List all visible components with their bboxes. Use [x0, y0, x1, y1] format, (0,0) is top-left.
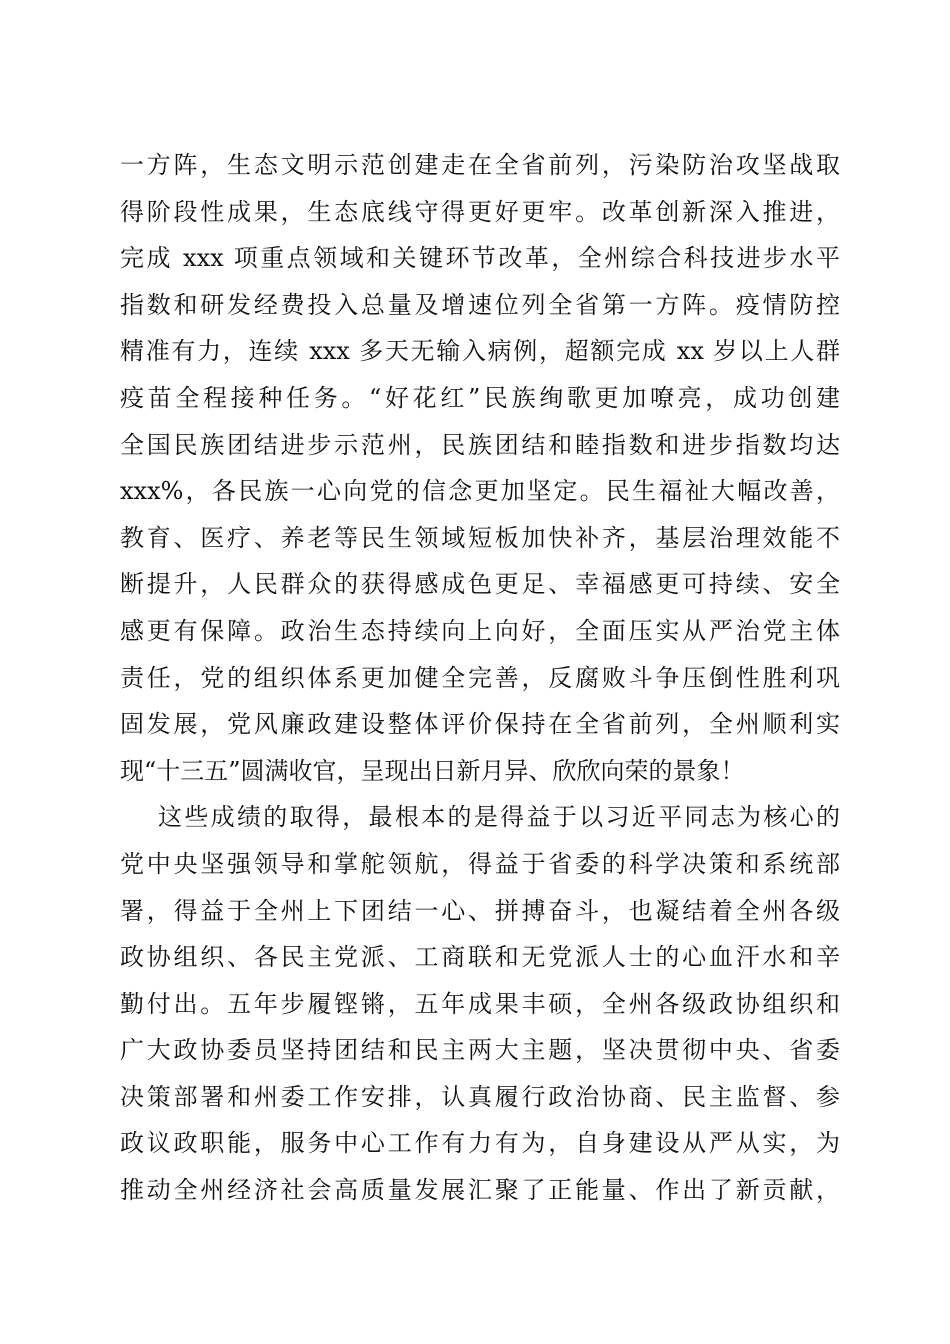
text-line: 疫苗全程接种任务。“好花红”民族绚歌更加嘹亮，成功创建 — [120, 383, 840, 412]
text-line: 党中央坚强领导和掌舵领航，得益于省委的科学决策和系统部 — [120, 849, 840, 878]
text-line: 精准有力，连续 xxx 多天无输入病例，超额完成 xx 岁以上人群 — [120, 337, 840, 366]
text-line: 署，得益于全州上下团结一心、拼搏奋斗，也凝结着全州各级 — [120, 896, 840, 925]
text-line: 得阶段性成果，生态底线守得更好更牢。改革创新深入推进， — [120, 197, 840, 226]
text-line: 一方阵，生态文明示范创建走在全省前列，污染防治攻坚战取 — [120, 151, 840, 179]
text-line: 断提升，人民群众的获得感成色更足、幸福感更可持续、安全 — [120, 570, 840, 599]
text-line: 完成 xxx 项重点领域和关键环节改革，全州综合科技进步水平 — [120, 244, 840, 273]
text-line: 教育、医疗、养老等民生领域短板加快补齐，基层治理效能不 — [120, 523, 840, 552]
text-line: 推动全州经济社会高质量发展汇聚了正能量、作出了新贡献， — [120, 1176, 840, 1205]
text-line: 决策部署和州委工作安排，认真履行政治协商、民主监督、参 — [120, 1082, 840, 1111]
text-line: 政协组织、各民主党派、工商联和无党派人士的心血汗水和辛 — [120, 943, 840, 972]
paragraph-2 — [120, 794, 840, 1213]
text-line: 勤付出。五年步履铿锵，五年成果丰硕，全州各级政协组织和 — [120, 989, 840, 1018]
text-line: xxx%，各民族一心向党的信念更加坚定。民生福祉大幅改善， — [120, 477, 840, 506]
text-line: 这些成绩的取得，最根本的是得益于以习近平同志为核心的 — [158, 803, 840, 832]
text-line: 责任，党的组织体系更加健全完善，反腐败斗争压倒性胜利巩 — [120, 663, 840, 692]
document-body — [120, 142, 840, 1214]
text-line: 现“十三五”圆满收官，呈现出日新月异、欣欣向荣的景象！ — [120, 756, 745, 785]
text-line: 广大政协委员坚持团结和民主两大主题，坚决贯彻中央、省委 — [120, 1036, 840, 1065]
text-line: 全国民族团结进步示范州，民族团结和睦指数和进步指数均达 — [120, 430, 840, 459]
paragraph-1 — [120, 142, 840, 794]
text-line: 政议政职能，服务中心工作有力有为，自身建设从严从实，为 — [120, 1129, 840, 1158]
text-line: 固发展，党风廉政建设整体评价保持在全省前列，全州顺利实 — [120, 710, 840, 739]
text-line: 感更有保障。政治生态持续向上向好，全面压实从严治党主体 — [120, 616, 840, 645]
text-line: 指数和研发经费投入总量及增速位列全省第一方阵。疫情防控 — [120, 290, 840, 319]
